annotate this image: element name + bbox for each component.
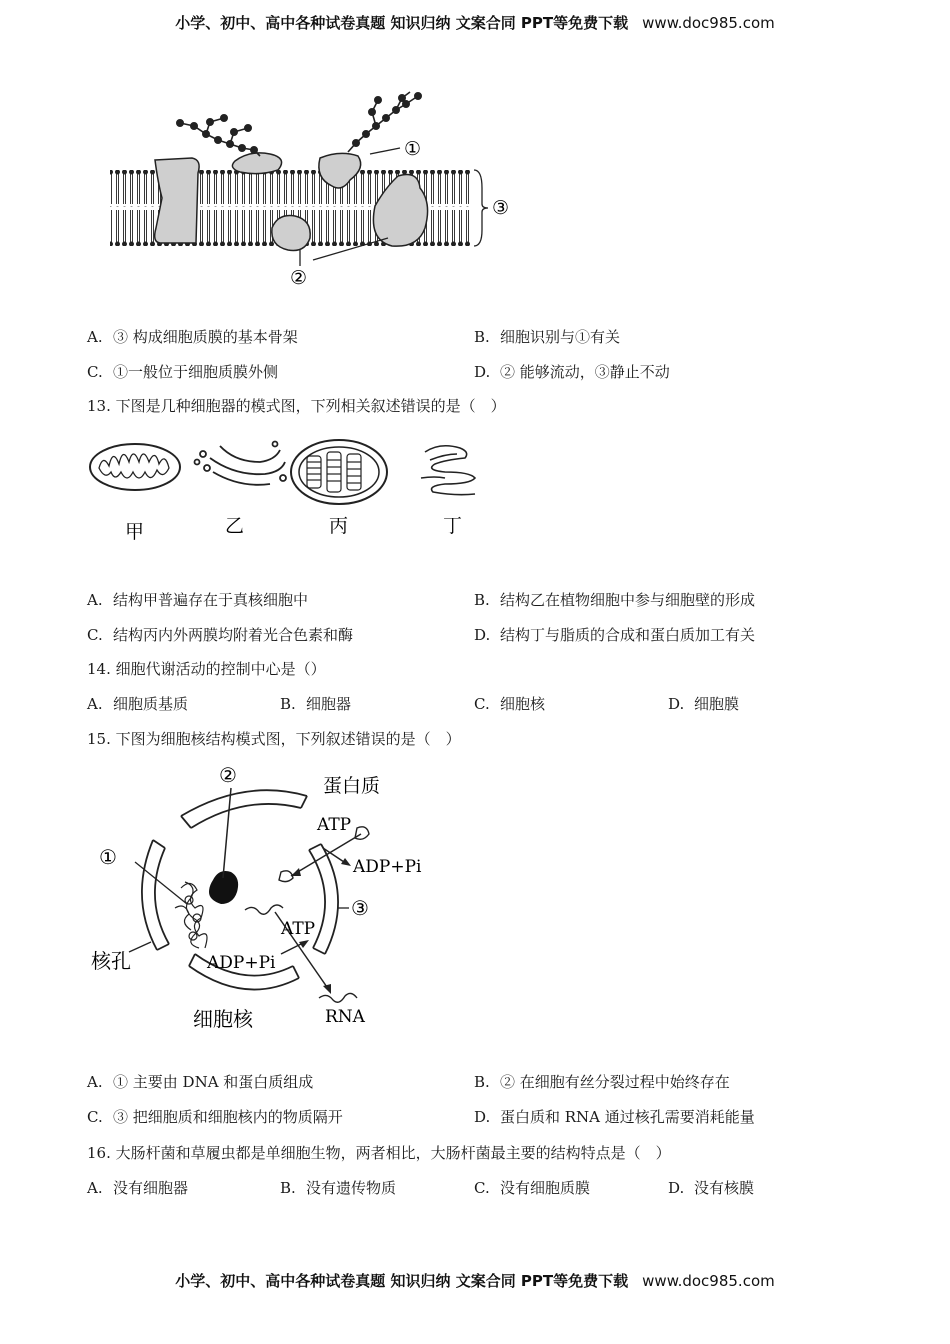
q15-option-b[interactable]: B. ② 在细胞有丝分裂过程中始终存在 — [474, 1073, 730, 1091]
q14-option-a[interactable]: A. 细胞质基质 — [87, 695, 189, 713]
organelles-figure — [85, 432, 505, 552]
protein-shape — [279, 871, 293, 882]
q16-stem: 16. 大肠杆菌和草履虫都是单细胞生物，两者相比，大肠杆菌最主要的结构特点是（ ） — [87, 1144, 671, 1162]
label-bing: 丙 — [329, 515, 349, 537]
chromatin — [175, 882, 207, 948]
q16-option-c[interactable]: C. 没有细胞质膜 — [474, 1179, 591, 1197]
q13-option-b[interactable]: B. 结构乙在植物细胞中参与细胞壁的形成 — [474, 591, 756, 609]
q13-option-c[interactable]: C. 结构丙内外两膜均附着光合色素和酶 — [87, 626, 354, 644]
label-ding: 丁 — [443, 515, 463, 537]
label-3: ③ — [351, 896, 369, 920]
pore-label: 核孔 — [91, 949, 131, 973]
rna-strand-out — [319, 993, 357, 1002]
bracket — [474, 170, 488, 246]
q15-option-d[interactable]: D. 蛋白质和 RNA 通过核孔需要消耗能量 — [474, 1108, 755, 1126]
header-site-link[interactable]: www.doc985.com — [642, 14, 775, 32]
chloroplast — [291, 440, 387, 504]
q15-stem: 15. 下图为细胞核结构模式图，下列叙述错误的是（ ） — [87, 730, 461, 748]
footer-site-link[interactable]: www.doc985.com — [642, 1272, 775, 1290]
label-yi: 乙 — [225, 515, 245, 537]
endoplasmic-reticulum — [421, 446, 475, 495]
rna-strand — [245, 905, 283, 914]
rna-label: RNA — [325, 1007, 365, 1027]
q13-stem: 13. 下图是几种细胞器的模式图，下列相关叙述错误的是（ ） — [87, 397, 506, 415]
q14-stem: 14. 细胞代谢活动的控制中心是（） — [87, 660, 326, 678]
label-jia: 甲 — [125, 521, 145, 543]
q14-option-d[interactable]: D. 细胞膜 — [668, 695, 740, 713]
golgi-apparatus — [195, 442, 287, 485]
glycan-chain-left — [177, 115, 260, 156]
adp-label-bottom: ADP+Pi — [207, 953, 276, 973]
label-2: ② — [219, 763, 237, 787]
q15-option-a[interactable]: A. ① 主要由 DNA 和蛋白质组成 — [87, 1073, 314, 1091]
q12-option-c[interactable]: C. ①一般位于细胞质膜外侧 — [87, 363, 279, 381]
nucleus-label: 细胞核 — [193, 1007, 253, 1031]
q12-option-a[interactable]: A. ③ 构成细胞质膜的基本骨架 — [87, 328, 298, 346]
adp-label-top: ADP+Pi — [353, 857, 422, 877]
protein-shape — [355, 827, 369, 839]
cell-membrane-figure — [100, 88, 520, 288]
q12-option-d[interactable]: D. ② 能够流动，③静止不动 — [474, 363, 670, 381]
atp-label-top: ATP — [317, 815, 352, 835]
label-1: ① — [99, 845, 117, 869]
label-2: ② — [290, 267, 308, 288]
q15-option-c[interactable]: C. ③ 把细胞质和细胞核内的物质隔开 — [87, 1108, 343, 1126]
q16-option-d[interactable]: D. 没有核膜 — [668, 1179, 755, 1197]
label-1: ① — [404, 138, 422, 160]
page-header — [0, 12, 950, 33]
mitochondrion — [90, 444, 180, 490]
q14-option-b[interactable]: B. 细胞器 — [280, 695, 352, 713]
header-text: 小学、初中、高中各种试卷真题 知识归纳 文案合同 PPT等免费下载 — [175, 14, 629, 32]
surface-protein — [232, 153, 281, 174]
nucleus-figure — [85, 758, 445, 1038]
inner-protein — [272, 216, 310, 251]
label-3: ③ — [492, 197, 510, 219]
q16-option-b[interactable]: B. 没有遗传物质 — [280, 1179, 397, 1197]
atp-label-bottom: ATP — [281, 919, 316, 939]
protein-label: 蛋白质 — [323, 775, 381, 797]
q13-option-d[interactable]: D. 结构丁与脂质的合成和蛋白质加工有关 — [474, 626, 756, 644]
q13-option-a[interactable]: A. 结构甲普遍存在于真核细胞中 — [87, 591, 309, 609]
q16-option-a[interactable]: A. 没有细胞器 — [87, 1179, 189, 1197]
footer-text: 小学、初中、高中各种试卷真题 知识归纳 文案合同 PPT等免费下载 — [175, 1272, 629, 1290]
transmembrane-protein — [155, 158, 199, 243]
page-footer — [0, 1270, 950, 1291]
q12-option-b[interactable]: B. 细胞识别与①有关 — [474, 328, 621, 346]
q14-option-c[interactable]: C. 细胞核 — [474, 695, 546, 713]
